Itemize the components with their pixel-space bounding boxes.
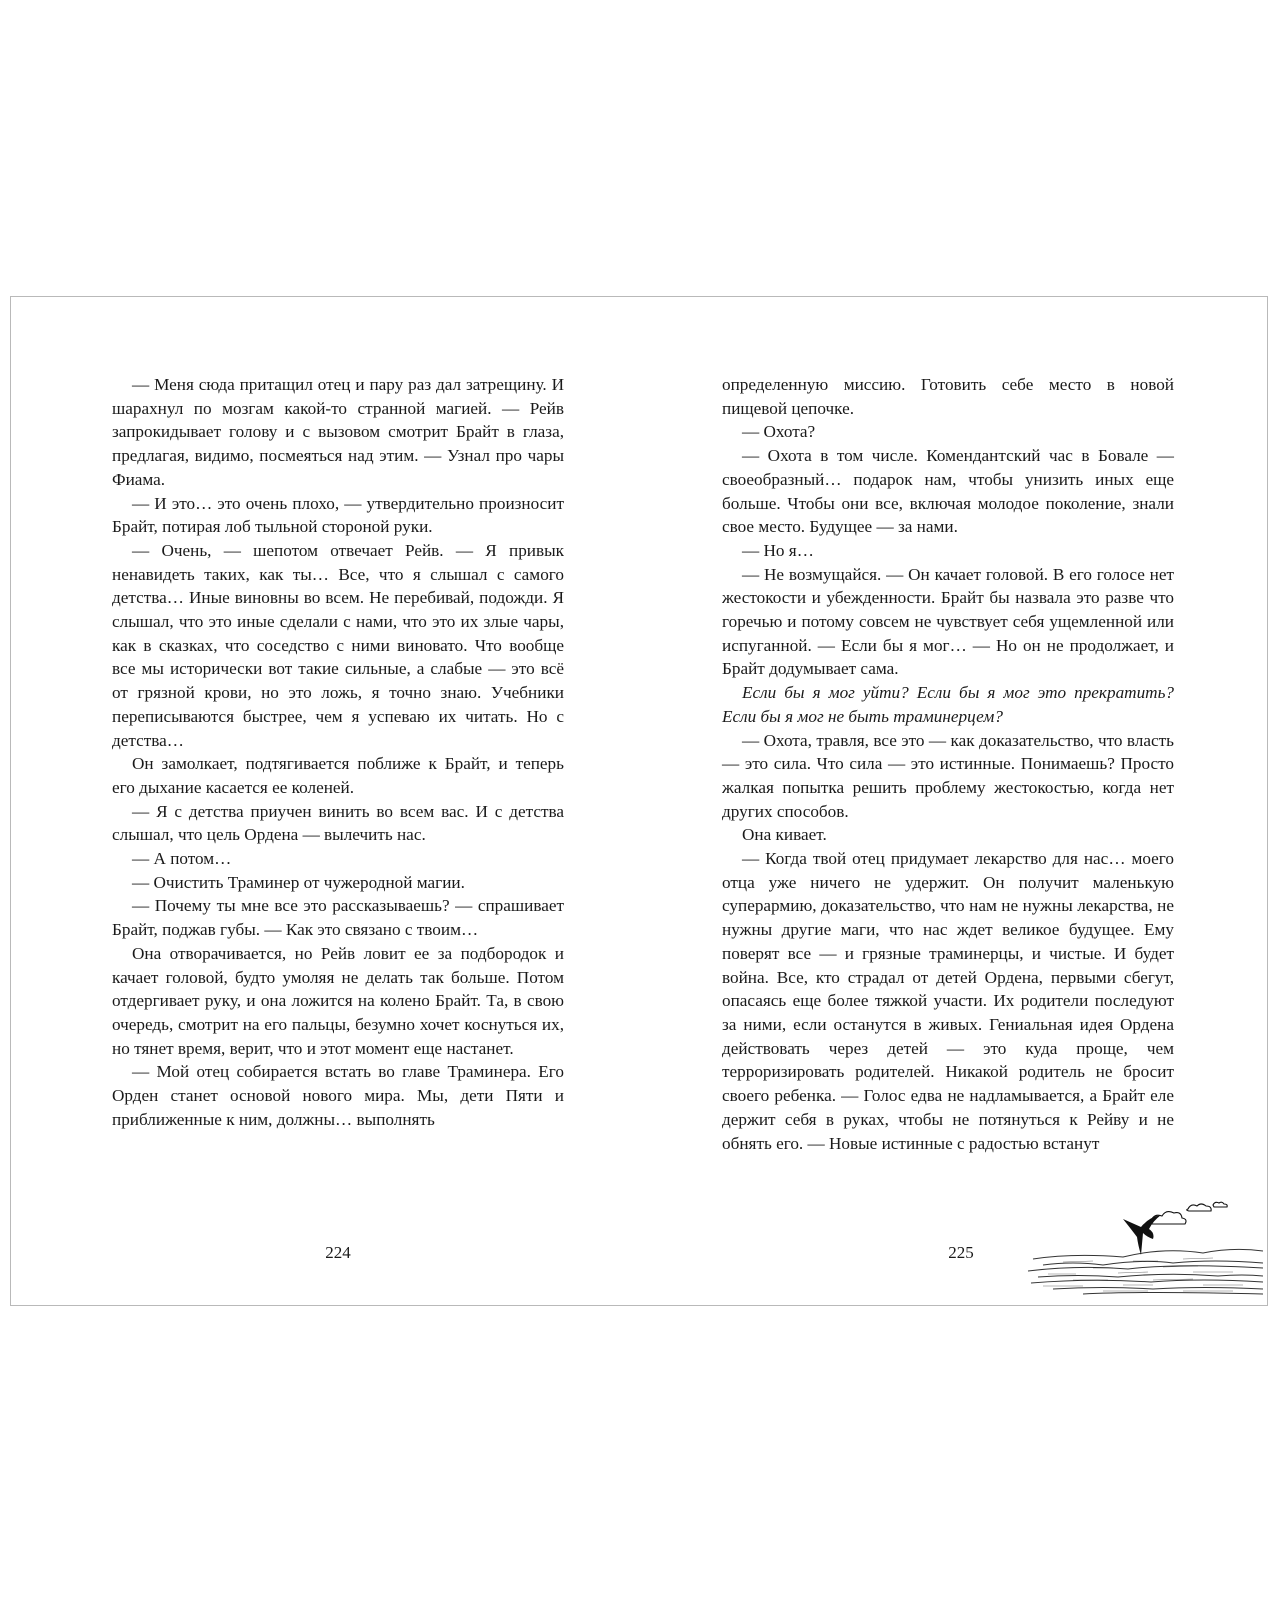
paragraph: — Почему ты мне все это рассказываешь? — спрашивает Брайт, поджав губы. — Как это связано с твоим… <box>112 896 564 940</box>
paragraph: — Охота? <box>742 422 816 442</box>
paragraph: Он замолкает, подтягивается поближе к Брайт, и теперь его дыхание касается ее коленей. <box>112 754 564 797</box>
right-page-text <box>722 373 1174 1155</box>
paragraph: — Охота в том числе. Комендантский час в Бовале — своеобразный… подарок нам, чтобы унизить иных еще больше. Чтобы они все, включая молодое поколение, знали свое место. Будущее — за нами. <box>722 446 1174 537</box>
paragraph: — Меня сюда притащил отец и пару раз дал затрещину. И шарахнул по мозгам какой-то странной магией. — Рейв запрокидывает голову и с вызовом смотрит Брайт в глаза, предлагая, видимо, посмеяться над этим. — Узнал про чары Фиама. <box>112 375 564 489</box>
page-number-right: 225 <box>948 1243 974 1262</box>
italic-thought: Если бы я мог уйти? Если бы я мог это прекратить? Если бы я мог не быть траминерцем? <box>722 683 1174 726</box>
paragraph: — Очень, — шепотом отвечает Рейв. — Я привык ненавидеть таких, как ты… Все, что я слышал с самого детства… Иные виновны во всем. Не перебивай, подожди. Я слышал, что это иные сделали с нами, что это их злые чары, как в сказках, что соседство с ними виновато. Что вообще все мы исторически вот такие сильные, а слабые — это всё от грязной крови, но это ложь, я точно знаю. Учебники переписываются быстрее, чем я успеваю их читать. Но с детства… <box>112 540 564 750</box>
left-page-text <box>112 373 564 1132</box>
bird-over-sea-icon <box>1023 1197 1263 1297</box>
paragraph: Она кивает. <box>742 825 827 845</box>
book-spread <box>10 296 1268 1306</box>
paragraph: — Я с детства приучен винить во всем вас. И с детства слышал, что цель Ордена — вылечить нас. <box>112 801 564 845</box>
paragraph: Она отворачивается, но Рейв ловит ее за подбородок и качает головой, будто умоляя не делать так больше. Потом отдергивает руку, и она ложится на колено Брайт. Та, в свою очередь, смотрит на его пальцы, безумно хочет коснуться их, но тянет время, верит, что и этот момент еще настанет. <box>112 943 564 1058</box>
paragraph: — Охота, травля, все это — как доказательство, что власть — это сила. Что сила — это истинные. Понимаешь? Просто жалкая попытка решить проблему жестокостью, когда нет других способов. <box>722 730 1174 821</box>
paragraph: — Мой отец собирается встать во главе Траминера. Его Орден станет основой нового мира. Мы, дети Пяти и приближенные к ним, должны… выполнять <box>112 1062 564 1129</box>
paragraph: — Очистить Траминер от чужеродной магии. <box>132 872 465 892</box>
page-number-left: 224 <box>325 1243 351 1262</box>
paragraph: — И это… это очень плохо, — утвердительно произносит Брайт, потирая лоб тыльной стороной руки. <box>112 493 564 537</box>
paragraph-continuation: определенную миссию. Готовить себе место в новой пищевой цепочке. <box>722 375 1174 418</box>
paragraph: — А потом… <box>132 849 232 869</box>
paragraph: — Но я… <box>742 540 814 560</box>
paragraph: — Не возмущайся. — Он качает головой. В его голосе нет жестокости и убежденности. Брайт бы назвала это разве что горечью и потому совсем не чувствует себя ущемленной или испуганной. — Если бы я мог… — Но он не продолжает, и Брайт додумывает сама. <box>722 564 1174 679</box>
paragraph: — Когда твой отец придумает лекарство для нас… моего отца уже ничего не удержит. Он получит маленькую суперармию, доказательство, что нам не нужны лекарства, не нужны другие маги, что нас ждет великое будущее. Ему поверят все — и грязные траминерцы, и чистые. И будет война. Все, кто страдал от детей Ордена, первыми сбегут, опасаясь еще более тяжкой участи. Их родители последуют за ними, если останутся в живых. Гениальная идея Ордена действовать через детей — это куда проще, чем терроризировать родителей. Никакой родитель не бросит своего ребенка. — Голос едва не надламывается, а Брайт еле держит себя в руках, чтобы не потянуться к Рейву и не обнять его. — Новые истинные с радостью встанут <box>722 849 1174 1153</box>
